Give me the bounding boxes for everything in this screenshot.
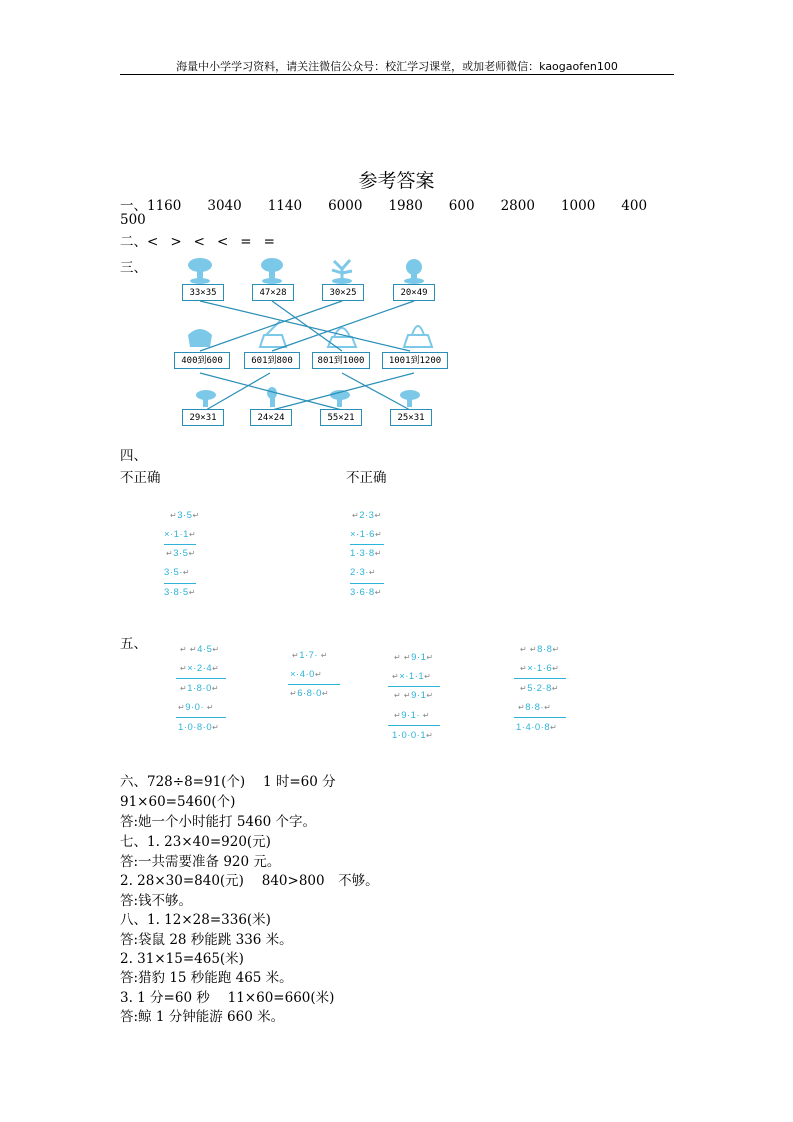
calc-row: ↵ ↵4·5↵ bbox=[180, 644, 220, 655]
calc-rule bbox=[514, 717, 566, 718]
calc-row: ↵ ↵8·8↵ bbox=[520, 644, 560, 655]
mushroom-icon bbox=[400, 390, 420, 407]
calc-row: 3·5·↵ bbox=[164, 567, 191, 578]
s1-value: 1140 bbox=[267, 198, 303, 214]
calc-row: 1·0·0·1↵ bbox=[392, 730, 434, 741]
s1-value: 1160 bbox=[147, 198, 182, 214]
calc-rule bbox=[350, 544, 384, 545]
calc-row: 1·0·8·0↵ bbox=[178, 722, 220, 733]
calc-row: ↵9·0· ↵ bbox=[178, 702, 215, 713]
mushroom-icon bbox=[188, 258, 212, 284]
calc-row: 2·3·↵ bbox=[350, 567, 377, 578]
section-3-prefix: 三、 bbox=[120, 260, 147, 276]
s8-line: 2. 31×15=465(米) bbox=[120, 951, 244, 967]
calc-row: ↵8·8·↵ bbox=[518, 702, 552, 713]
calc-row: ↵×·1·6↵ bbox=[520, 663, 560, 674]
s2-symbol: = bbox=[240, 234, 252, 250]
mushroom-icon bbox=[404, 259, 424, 284]
calc-row: ×·4·0↵ bbox=[290, 669, 323, 680]
s6-answer: 答:她一个小时能打 5460 个字。 bbox=[120, 814, 316, 830]
top-expression-box: 30×25 bbox=[322, 284, 364, 301]
calc-row: ↵×·2·4↵ bbox=[180, 663, 220, 674]
basket-icon bbox=[404, 326, 432, 347]
calc-row: ↵ ↵9·1↵ bbox=[394, 652, 434, 663]
page-title: 参考答案 bbox=[358, 170, 435, 192]
calc-row: ↵5·2·8↵ bbox=[520, 683, 560, 694]
mushroom-icon bbox=[267, 387, 277, 407]
s8-line: 八、1. 12×28=336(米) bbox=[120, 912, 271, 928]
s2-symbol: = bbox=[263, 234, 275, 250]
s1-value: 2800 bbox=[500, 198, 535, 214]
bottom-expression-box: 25×31 bbox=[390, 409, 432, 426]
s2-symbol: > bbox=[170, 234, 182, 250]
section-4-prefix: 四、 bbox=[120, 448, 147, 464]
section-2-line bbox=[120, 230, 275, 250]
matching-figure bbox=[170, 255, 460, 435]
bottom-expression-box: 24×24 bbox=[250, 409, 292, 426]
s6-line: 六、728÷8=91(个) 1 时=60 分 bbox=[120, 774, 336, 790]
s2-symbol: < bbox=[147, 234, 159, 250]
range-box: 801到1000 bbox=[312, 352, 370, 369]
calc-rule bbox=[388, 686, 440, 687]
s1-value: 500 bbox=[120, 212, 146, 228]
s1-value: 1000 bbox=[560, 198, 596, 214]
s8-answer: 答:鲸 1 分钟能游 660 米。 bbox=[120, 1009, 285, 1025]
s1-value: 1980 bbox=[388, 198, 423, 214]
s1-value: 400 bbox=[621, 198, 648, 214]
calc-row: ↵6·8·0↵ bbox=[290, 688, 330, 699]
calc-row: 1·3·8↵ bbox=[350, 548, 382, 559]
s1-value: 600 bbox=[448, 198, 475, 214]
top-expression-box: 33×35 bbox=[182, 284, 224, 301]
calc-rule bbox=[350, 583, 384, 584]
calc-rule bbox=[164, 544, 196, 545]
section-5-prefix: 五、 bbox=[120, 636, 147, 652]
range-box: 1001到1200 bbox=[382, 352, 448, 369]
s2-symbol: < bbox=[216, 234, 229, 250]
calc-row: ↵2·3↵ bbox=[352, 510, 382, 521]
calc-row: ↵9·1· ↵ bbox=[394, 710, 431, 721]
top-expression-box: 20×49 bbox=[393, 284, 435, 301]
calc-row: ↵3·5↵ bbox=[170, 510, 200, 521]
calc-row: ↵1·8·0↵ bbox=[180, 683, 220, 694]
s7-line: 2. 28×30=840(元) 840>800 不够。 bbox=[120, 873, 379, 889]
mushroom-icon bbox=[261, 258, 283, 284]
calc-rule bbox=[514, 678, 566, 679]
range-box: 601到800 bbox=[244, 352, 300, 369]
mushroom-icon bbox=[196, 390, 216, 407]
top-expression-box: 47×28 bbox=[252, 284, 294, 301]
calc-rule bbox=[176, 678, 226, 679]
calc-row: ↵3·5↵ bbox=[166, 548, 196, 559]
s7-answer: 答:一共需要准备 920 元。 bbox=[120, 854, 281, 870]
basket-icon bbox=[188, 329, 212, 347]
s4-left-verdict: 不正确 bbox=[120, 470, 161, 486]
bottom-expression-box: 29×31 bbox=[182, 409, 224, 426]
calc-row: 3·6·8↵ bbox=[350, 587, 382, 598]
calc-rule bbox=[288, 684, 340, 685]
calc-row: ↵ ↵9·1↵ bbox=[394, 690, 434, 701]
s8-line: 3. 1 分=60 秒 11×60=660(米) bbox=[120, 990, 335, 1006]
page-header: 海量中小学学习资料，请关注微信公众号：校汇学习课堂，或加老师微信：kaogaofen100 bbox=[176, 60, 618, 73]
calc-rule bbox=[164, 583, 196, 584]
s7-answer: 答:钱不够。 bbox=[120, 893, 193, 909]
calc-row: ×·1·6↵ bbox=[350, 529, 383, 540]
bottom-expression-box: 55×21 bbox=[320, 409, 362, 426]
calc-row: ↵×·1·1↵ bbox=[392, 671, 432, 682]
calc-row: ↵1·7· ↵ bbox=[292, 650, 329, 661]
s6-line: 91×60=5460(个) bbox=[120, 794, 236, 810]
calc-rule bbox=[176, 717, 226, 718]
s1-value: 6000 bbox=[328, 198, 363, 214]
range-box: 400到600 bbox=[174, 352, 230, 369]
s1-value: 3040 bbox=[207, 198, 242, 214]
s8-answer: 答:袋鼠 28 秒能跳 336 米。 bbox=[120, 932, 293, 948]
calc-rule bbox=[388, 725, 440, 726]
plant-icon bbox=[332, 260, 352, 284]
section-1-line bbox=[120, 194, 647, 214]
section-2-prefix: 二、 bbox=[120, 234, 147, 250]
header-rule bbox=[120, 74, 674, 75]
s2-symbol: < bbox=[193, 234, 205, 250]
calc-row: 3·8·5↵ bbox=[164, 587, 196, 598]
section-1-prefix: 一、 bbox=[120, 198, 147, 214]
calc-row: 1·4·0·8↵ bbox=[516, 722, 558, 733]
s7-line: 七、1. 23×40=920(元) bbox=[120, 834, 271, 850]
s4-right-verdict: 不正确 bbox=[346, 470, 387, 486]
calc-row: ×·1·1↵ bbox=[164, 529, 197, 540]
s8-answer: 答:猎豹 15 秒能跑 465 米。 bbox=[120, 970, 293, 986]
